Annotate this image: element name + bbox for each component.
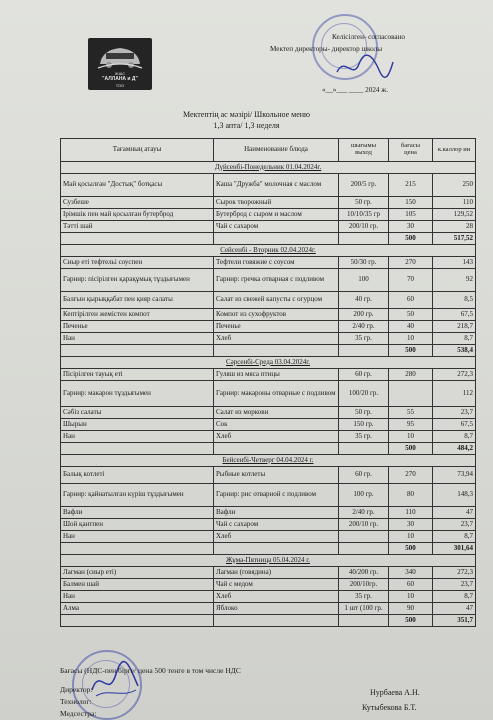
dish-yield: 200/5 гр.	[339, 174, 389, 197]
dish-name-kz: Нан	[61, 591, 214, 603]
col-header-price-top: бағасы	[401, 142, 420, 150]
dish-kcal: 148,3	[433, 484, 476, 507]
dish-kcal: 47	[433, 507, 476, 519]
dish-price	[389, 381, 433, 407]
dish-yield: 2/40 гр.	[339, 507, 389, 519]
table-row	[61, 467, 476, 484]
price-note: Бағасы (НДС-пен бірге/ цена 500 тенге в том числе НДС	[60, 666, 241, 675]
dish-kcal: 8,7	[433, 333, 476, 345]
dish-kcal: 112	[433, 381, 476, 407]
dish-name-kz: Гарнир: қайнатылған күріш тұздығымен	[61, 484, 214, 507]
table-row	[61, 333, 476, 345]
dish-price: 55	[389, 407, 433, 419]
dish-price: 10	[389, 431, 433, 443]
dish-name-kz: Алма	[61, 603, 214, 615]
dish-yield: 200/10 гр.	[339, 221, 389, 233]
day-total-row	[61, 345, 476, 357]
day-header-row	[61, 357, 476, 369]
total-kcal: 351,7	[433, 615, 476, 627]
total-blank-ru	[214, 233, 339, 245]
total-blank-ru	[214, 443, 339, 455]
dish-price: 10	[389, 333, 433, 345]
col-header-price	[389, 139, 433, 162]
total-blank-kz	[61, 615, 214, 627]
dish-name-ru: Гарнир: рис отварной с подливом	[214, 484, 339, 507]
approval-date: «__»___ ____ 2024 ж.	[322, 86, 389, 94]
dish-price: 215	[389, 174, 433, 197]
dish-name-ru: Хлеб	[214, 591, 339, 603]
dish-yield: 60 гр.	[339, 467, 389, 484]
day-total-row	[61, 543, 476, 555]
dish-name-ru: Каша "Дружба" молочная с маслом	[214, 174, 339, 197]
dish-yield: 35 гр.	[339, 591, 389, 603]
col-header-yield	[339, 139, 389, 162]
table-row	[61, 369, 476, 381]
director-signature-top	[335, 52, 395, 82]
dish-kcal: 23,7	[433, 407, 476, 419]
day-header-row	[61, 245, 476, 257]
dish-price: 60	[389, 579, 433, 591]
dish-name-ru: Хлеб	[214, 431, 339, 443]
dish-name-kz: Тәтті шай	[61, 221, 214, 233]
dish-kcal: 143	[433, 257, 476, 269]
dish-name-kz: Пісірілген тауық еті	[61, 369, 214, 381]
dish-price: 10	[389, 591, 433, 603]
col-header-kcal: к.каллор ии	[433, 139, 476, 162]
day-total-row	[61, 443, 476, 455]
day-header-row	[61, 162, 476, 174]
table-row	[61, 579, 476, 591]
table-row	[61, 484, 476, 507]
menu-subtitle: 1,3 апта/ 1,3 неделя	[213, 121, 280, 130]
dish-kcal: 67,5	[433, 419, 476, 431]
dish-yield: 50 гр.	[339, 407, 389, 419]
dish-name-ru: Чай с сахаром	[214, 221, 339, 233]
total-blank-yield	[339, 345, 389, 357]
total-kcal: 538,4	[433, 345, 476, 357]
dish-kcal: 8,7	[433, 591, 476, 603]
table-row	[61, 603, 476, 615]
dish-name-kz: Шырын	[61, 419, 214, 431]
dish-name-ru: Компот из сухофруктов	[214, 309, 339, 321]
dish-name-kz: Шой қантпен	[61, 519, 214, 531]
dish-name-kz: Ірімшік пен май қосылған бутерброд	[61, 209, 214, 221]
dish-name-kz: Вафли	[61, 507, 214, 519]
dish-yield: 2/40 гр.	[339, 321, 389, 333]
dish-yield: 50/30 гр.	[339, 257, 389, 269]
dish-kcal: 47	[433, 603, 476, 615]
dish-yield: 10/10/35 гр	[339, 209, 389, 221]
dish-price: 150	[389, 197, 433, 209]
dish-name-ru: Бутерброд с сыром и маслом	[214, 209, 339, 221]
dish-name-ru: Чай с сахаром	[214, 519, 339, 531]
dish-name-ru: Лагман (говядина)	[214, 567, 339, 579]
table-row	[61, 197, 476, 209]
day-title	[61, 555, 476, 567]
dish-price: 105	[389, 209, 433, 221]
day-title-text: Жұма-Пятница 05.04.2024 г.	[225, 555, 311, 564]
total-blank-kz	[61, 233, 214, 245]
total-blank-yield	[339, 233, 389, 245]
company-logo	[88, 38, 152, 90]
dish-price: 90	[389, 603, 433, 615]
col-header-ru: Наименование блюда	[214, 139, 339, 162]
day-title	[61, 455, 476, 467]
dish-kcal: 23,7	[433, 579, 476, 591]
bus-emblem-icon	[96, 42, 144, 72]
dish-yield: 40/200 гр.	[339, 567, 389, 579]
table-row	[61, 567, 476, 579]
dish-name-ru: Салат из свежей капусты с огурцом	[214, 292, 339, 309]
dish-price: 10	[389, 531, 433, 543]
day-title-text: Сейсенбі - Вторник 02.04.2024г.	[220, 245, 316, 254]
total-blank-yield	[339, 615, 389, 627]
dish-yield	[339, 531, 389, 543]
table-row	[61, 257, 476, 269]
dish-kcal: 8,7	[433, 431, 476, 443]
dish-yield: 50 гр.	[339, 197, 389, 209]
dish-price: 110	[389, 507, 433, 519]
dish-kcal: 110	[433, 197, 476, 209]
dish-yield: 200/10гр.	[339, 579, 389, 591]
dish-kcal: 250	[433, 174, 476, 197]
dish-kcal: 8,5	[433, 292, 476, 309]
menu-title: Мектептің ас мәзірі/ Школьное меню	[182, 110, 311, 119]
col-header-kz: Тағамның атауы	[61, 139, 214, 162]
dish-price: 270	[389, 467, 433, 484]
dish-name-ru: Салат из моркови	[214, 407, 339, 419]
name-technologist: Кутыбекова Б.Т.	[362, 703, 417, 712]
dish-price: 280	[389, 369, 433, 381]
day-title-text: Бейсенбі-Четверг 04.04.2024 г.	[222, 455, 314, 464]
total-kcal: 301,64	[433, 543, 476, 555]
dish-name-ru: Гуляш из мяса птицы	[214, 369, 339, 381]
dish-price: 50	[389, 309, 433, 321]
dish-name-kz: Сиыр еті тефтельі соуспен	[61, 257, 214, 269]
total-blank-ru	[214, 345, 339, 357]
name-director: Нурбаева А.Н.	[370, 688, 420, 697]
total-blank-ru	[214, 615, 339, 627]
table-row	[61, 419, 476, 431]
table-row	[61, 431, 476, 443]
logo-line-1: ЖШС	[114, 71, 126, 76]
dish-name-ru: Хлеб	[214, 531, 339, 543]
dish-price: 30	[389, 519, 433, 531]
dish-kcal: 23,7	[433, 519, 476, 531]
table-row	[61, 321, 476, 333]
table-row	[61, 381, 476, 407]
dish-name-ru: Хлеб	[214, 333, 339, 345]
table-row	[61, 507, 476, 519]
label-technologist: Технолог:	[60, 697, 92, 706]
total-blank-kz	[61, 443, 214, 455]
total-price: 500	[389, 543, 433, 555]
dish-kcal: 67,5	[433, 309, 476, 321]
total-blank-ru	[214, 543, 339, 555]
dish-price: 70	[389, 269, 433, 292]
dish-yield: 35 гр.	[339, 333, 389, 345]
dish-name-ru: Чай с медом	[214, 579, 339, 591]
dish-kcal: 218,7	[433, 321, 476, 333]
dish-yield: 100 гр.	[339, 484, 389, 507]
dish-name-kz: Гарнир: пісірілген қарақұмық тұздығымен	[61, 269, 214, 292]
dish-kcal: 28	[433, 221, 476, 233]
dish-price: 270	[389, 257, 433, 269]
dish-yield: 60 гр.	[339, 369, 389, 381]
approval-agreed: Келісілген- согласовано	[332, 33, 406, 41]
dish-kcal: 8,7	[433, 531, 476, 543]
dish-name-kz: Кептірілген жемістен компот	[61, 309, 214, 321]
total-price: 500	[389, 345, 433, 357]
approval-director: Мектеп директоры- директор школы	[270, 45, 383, 53]
dish-kcal: 272,3	[433, 567, 476, 579]
day-header-row	[61, 555, 476, 567]
dish-name-kz: Печенье	[61, 321, 214, 333]
table-row	[61, 531, 476, 543]
total-kcal: 517,52	[433, 233, 476, 245]
dish-yield: 100/20 гр.	[339, 381, 389, 407]
table-row	[61, 209, 476, 221]
dish-yield: 35 гр.	[339, 431, 389, 443]
dish-name-ru: Вафли	[214, 507, 339, 519]
dish-price: 40	[389, 321, 433, 333]
col-header-price-bottom: цена	[404, 149, 417, 156]
dish-name-kz: Балмен шай	[61, 579, 214, 591]
day-total-row	[61, 233, 476, 245]
dish-price: 60	[389, 292, 433, 309]
dish-name-ru: Гарнир: макароны отварные с подливом	[214, 381, 339, 407]
dish-name-ru: Тефтели говяжие с соусом	[214, 257, 339, 269]
dish-yield: 100	[339, 269, 389, 292]
day-title-text: Дүйсенбі-Понедельник 01.04.2024г.	[214, 162, 322, 171]
total-blank-yield	[339, 443, 389, 455]
dish-name-kz: Балық котлеті	[61, 467, 214, 484]
dish-yield: 200 гр.	[339, 309, 389, 321]
dish-name-ru: Печенье	[214, 321, 339, 333]
dish-yield: 1 шт (100 гр.	[339, 603, 389, 615]
table-row	[61, 407, 476, 419]
dish-name-kz: Нан	[61, 531, 214, 543]
table-row	[61, 309, 476, 321]
logo-line-2: "АЛЛАНА и Д"	[102, 76, 138, 82]
dish-name-ru: Рыбные котлеты	[214, 467, 339, 484]
total-price: 500	[389, 443, 433, 455]
day-title	[61, 357, 476, 369]
logo-line-3: ТОО	[115, 83, 125, 88]
dish-yield: 40 гр.	[339, 292, 389, 309]
table-row	[61, 221, 476, 233]
dish-price: 95	[389, 419, 433, 431]
dish-kcal: 129,52	[433, 209, 476, 221]
total-price: 500	[389, 233, 433, 245]
total-blank-yield	[339, 543, 389, 555]
dish-name-kz: Нан	[61, 333, 214, 345]
dish-name-kz: Лагман (сиыр еті)	[61, 567, 214, 579]
day-total-row	[61, 615, 476, 627]
dish-name-ru: Сок	[214, 419, 339, 431]
dish-name-kz: Балғын қырыққабат пен қияр салаты	[61, 292, 214, 309]
total-blank-kz	[61, 345, 214, 357]
dish-yield: 150 гр.	[339, 419, 389, 431]
menu-table	[60, 138, 476, 627]
dish-name-kz: Сузбеше	[61, 197, 214, 209]
day-header-row	[61, 455, 476, 467]
table-row	[61, 174, 476, 197]
dish-kcal: 73,94	[433, 467, 476, 484]
label-nurse: Медсестра:	[60, 709, 97, 718]
dish-name-ru: Сырок творожный	[214, 197, 339, 209]
dish-name-kz: Май қосылған "Достық" ботқасы	[61, 174, 214, 197]
table-row	[61, 269, 476, 292]
dish-kcal: 272,3	[433, 369, 476, 381]
table-row	[61, 591, 476, 603]
day-title	[61, 245, 476, 257]
total-blank-kz	[61, 543, 214, 555]
total-price: 500	[389, 615, 433, 627]
dish-name-kz: Гарнир: макарон тұздығымен	[61, 381, 214, 407]
dish-yield: 200/10 гр.	[339, 519, 389, 531]
table-header-row	[61, 139, 476, 162]
label-director: Директор:	[60, 685, 93, 694]
day-title	[61, 162, 476, 174]
dish-name-kz: Сәбіз салаты	[61, 407, 214, 419]
dish-price: 340	[389, 567, 433, 579]
table-row	[61, 292, 476, 309]
day-title-text: Сәрсенбі-Среда 03.04.2024г.	[225, 357, 311, 366]
table-row	[61, 519, 476, 531]
dish-name-ru: Гарнир: гречка отварная с подливом	[214, 269, 339, 292]
dish-price: 80	[389, 484, 433, 507]
col-header-yield-bottom: выход	[355, 149, 372, 156]
dish-name-ru: Яблоко	[214, 603, 339, 615]
col-header-yield-top: шығымы	[351, 142, 376, 150]
dish-price: 30	[389, 221, 433, 233]
dish-name-kz: Нан	[61, 431, 214, 443]
total-kcal: 484,2	[433, 443, 476, 455]
menu-body	[61, 162, 476, 627]
dish-kcal: 92	[433, 269, 476, 292]
